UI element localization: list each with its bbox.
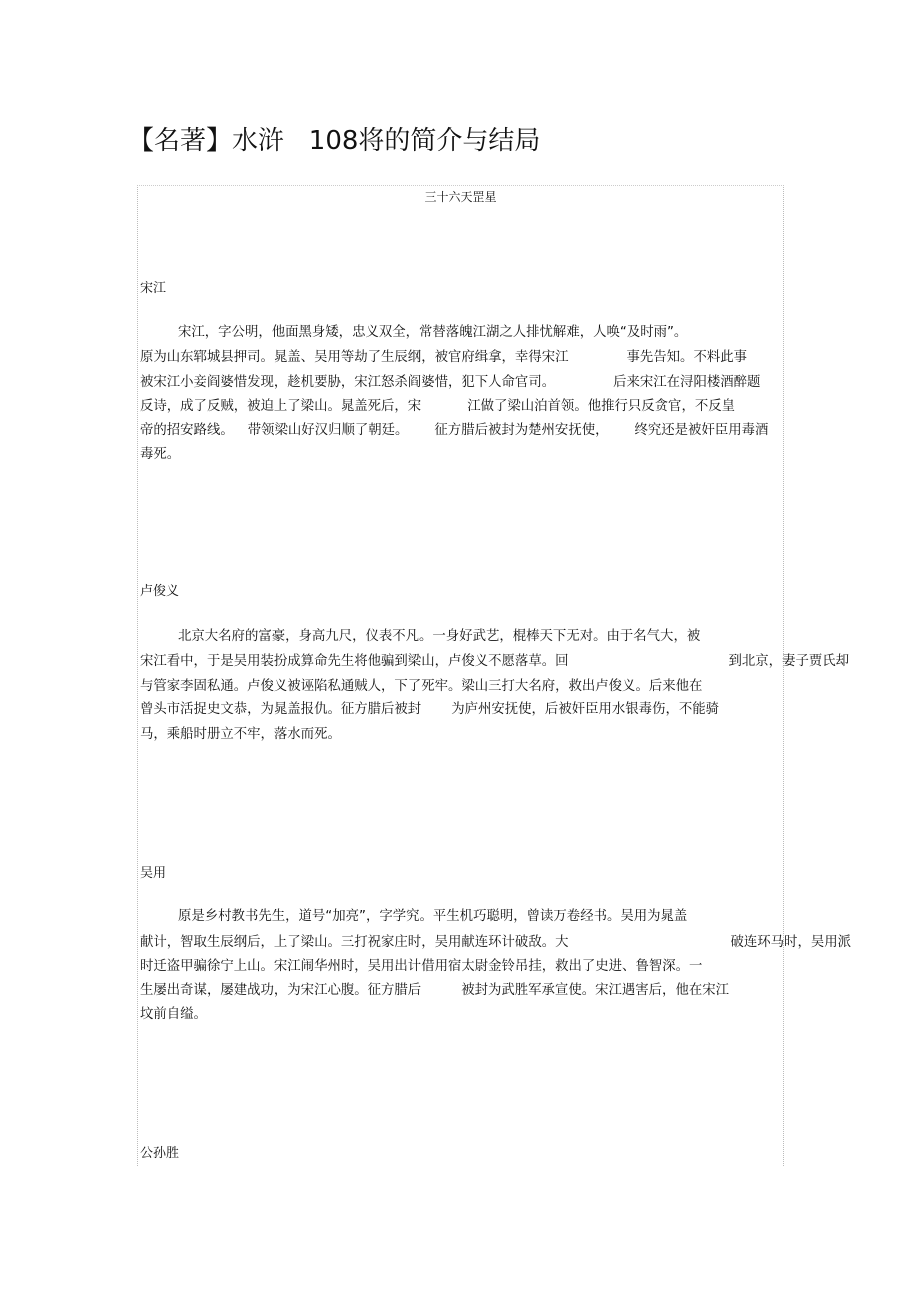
text-segment: 原为山东郓城县押司。晁盖、吴用等劫了生辰纲，被官府缉拿，幸得宋江 xyxy=(140,350,569,365)
text-segment: 反诗，成了反贼，被迫上了梁山。晁盖死后，宋 xyxy=(140,399,422,414)
paragraph-line xyxy=(178,909,687,925)
text-segment: 帝的招安路线。 xyxy=(140,423,234,438)
text-segment: 征方腊后被封为楚州安抚使， xyxy=(434,423,609,438)
paragraph-line xyxy=(140,935,851,951)
text-segment: 宋江看中，于是吴用装扮成算命先生将他骗到梁山，卢俊义不愿落草。回 xyxy=(140,654,569,669)
text-segment: 后来宋江在浔阳楼酒醉题 xyxy=(613,375,761,390)
text-segment: 原是乡村教书先生，道号“加亮”，字学究。平生机巧聪明，曾读万卷经书。吴用为晁盖 xyxy=(178,909,688,924)
text-segment: 为庐州安抚使，后被奸臣用水银毒伤，不能骑 xyxy=(451,702,720,717)
paragraph-line xyxy=(140,959,702,975)
content-table xyxy=(137,185,852,1166)
character-name: 卢俊义 xyxy=(140,584,180,599)
paragraph-line xyxy=(140,1007,207,1023)
paragraph-line xyxy=(140,727,341,743)
character-name: 宋江 xyxy=(140,281,167,296)
paragraph-line xyxy=(140,447,180,463)
text-segment: 坟前自缢。 xyxy=(140,1007,207,1022)
text-segment: 马，乘船时册立不牢，落水而死。 xyxy=(140,727,341,742)
character-name: 公孙胜 xyxy=(140,1146,180,1161)
text-segment: 带领梁山好汉归顺了朝廷。 xyxy=(247,423,409,438)
paragraph-line xyxy=(140,375,760,391)
character-name: 吴用 xyxy=(140,866,167,881)
text-segment: 北京大名府的富豪，身高九尺，仪表不凡。一身好武艺，棍棒天下无对。由于名气大，被 xyxy=(178,629,701,644)
paragraph-line xyxy=(140,399,735,415)
text-segment: 江做了梁山泊首领。他推行只反贪官，不反皇 xyxy=(467,399,736,414)
text-segment: 与管家李固私通。卢俊义被诬陷私通贼人，下了死牢。梁山三打大名府，救出卢俊义。后来他在 xyxy=(140,679,703,694)
paragraph-line xyxy=(178,325,687,341)
text-segment: 被宋江小妾阎婆惜发现，趁机要胁，宋江怒杀阎婆惜，犯下人命官司。 xyxy=(140,375,556,390)
text-segment: 破连环马时，吴用派 xyxy=(730,935,852,950)
document-title: 【名著】水浒 108将的简介与结局 xyxy=(128,126,541,156)
text-segment: 毒死。 xyxy=(140,447,181,462)
text-segment: 事先告知。不料此事 xyxy=(626,350,748,365)
text-segment: 宋江，字公明，他面黑身矮，忠义双全，常替落魄江湖之人排忧解难，人唤“及时雨”。 xyxy=(178,325,688,340)
section-heading: 三十六天罡星 xyxy=(424,190,497,204)
text-segment: 被封为武胜军承宣使。宋江遇害后，他在宋江 xyxy=(461,983,730,998)
text-segment: 到北京，妻子贾氏却 xyxy=(728,654,850,669)
text-segment: 时迁盗甲骗徐宁上山。宋江闹华州时，吴用出计借用宿太尉金铃吊挂，救出了史进、鲁智深。一 xyxy=(140,959,703,974)
paragraph-line xyxy=(140,423,768,439)
paragraph-line xyxy=(140,702,719,718)
text-segment: 曾头市活捉史文恭，为晁盖报仇。征方腊后被封 xyxy=(140,702,422,717)
paragraph-line xyxy=(140,679,702,695)
paragraph-line xyxy=(140,350,747,366)
text-segment: 终究还是被奸臣用毒酒 xyxy=(634,423,769,438)
paragraph-line xyxy=(140,654,849,670)
text-segment: 生屡出奇谋，屡建战功，为宋江心腹。征方腊后 xyxy=(140,983,422,998)
text-segment: 献计，智取生辰纲后，上了梁山。三打祝家庄时，吴用献连环计破敌。大 xyxy=(140,935,569,950)
paragraph-line xyxy=(178,629,700,645)
paragraph-line xyxy=(140,983,729,999)
